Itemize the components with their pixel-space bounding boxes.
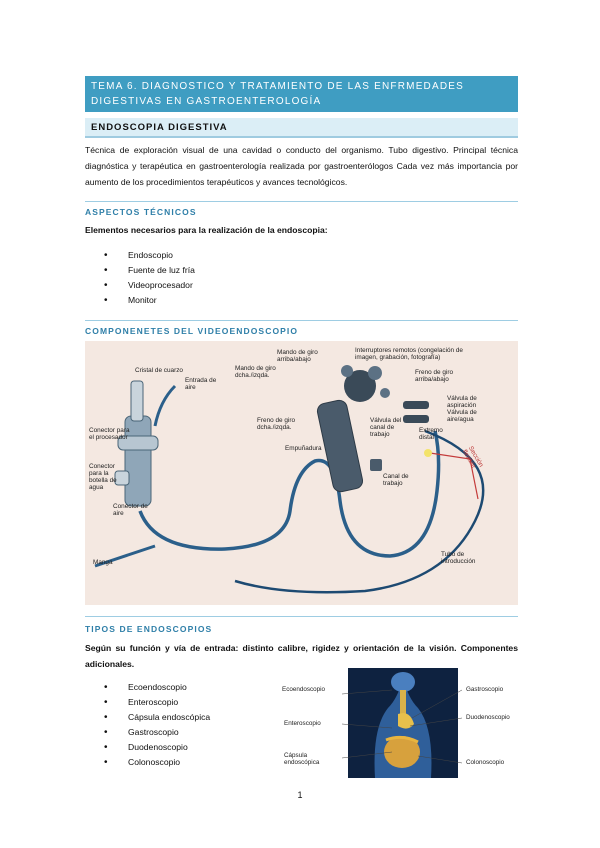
label-mando-arriba: Mando de giro arriba/abajo <box>277 349 318 363</box>
label-valvula-aire: Válvula de aire/agua <box>447 409 477 423</box>
label-conector-procesador: Conector para el procesador <box>89 427 130 441</box>
label-canal-trabajo: Canal de trabajo <box>383 473 409 487</box>
list-item: • Enteroscopio <box>104 695 210 710</box>
anatomy-label-duodeno: Duodenoscopio <box>466 714 510 721</box>
componentes-heading: COMPONENETES DEL VIDEOENDOSCOPIO <box>85 326 299 336</box>
videoendoscope-figure <box>85 341 518 605</box>
tipos-list <box>104 680 210 770</box>
anatomy-figure <box>280 668 520 778</box>
page-number: 1 <box>297 790 303 800</box>
label-freno-arriba: Freno de giro arriba/abajo <box>415 369 454 383</box>
label-extremo-distal: Extremo distal <box>419 427 443 441</box>
label-seccion-flexible: Sección flexible <box>460 445 485 470</box>
list-item: • Gastroscopio <box>104 725 210 740</box>
label-interruptores: Interruptores remotos (congelación de imagen, grabación, fotografía) <box>355 347 463 361</box>
label-empunadura: Empuñadura <box>285 445 322 452</box>
label-valvula-canal: Válvula del canal de trabajo <box>370 417 402 438</box>
list-item: • Ecoendoscopio <box>104 680 210 695</box>
list-item: • Endoscopio <box>104 248 195 263</box>
anatomy-label-entero: Enteroscopio <box>284 720 321 727</box>
label-conector-aire: Conector de aire <box>113 503 148 517</box>
section-title-bar <box>85 118 518 138</box>
divider <box>85 201 518 202</box>
label-conector-botella: Conector para la botella de agua <box>89 463 117 491</box>
list-item: • Videoprocesador <box>104 278 195 293</box>
list-item: • Monitor <box>104 293 195 308</box>
label-cristal: Cristal de cuarzo <box>135 367 183 374</box>
anatomy-label-gastro: Gastroscopio <box>466 686 504 693</box>
list-item: • Cápsula endoscópica <box>104 710 210 725</box>
label-freno-dcha: Freno de giro dcha./izqda. <box>257 417 296 431</box>
label-mando-dcha: Mando de giro dcha./izqda. <box>235 365 276 379</box>
document-title: TEMA 6. DIAGNOSTICO Y TRATAMIENTO DE LAS ENFRMEDADES DIGESTIVAS EN GASTROENTEROLOGÍA <box>91 81 465 107</box>
label-tubo-introduccion: Tubo de introducción <box>441 551 476 565</box>
anatomy-label-eco: Ecoendoscopio <box>282 686 326 693</box>
label-valvula-aspiracion: Válvula de aspiración <box>447 395 477 409</box>
divider <box>85 616 518 617</box>
aspectos-heading: ASPECTOS TÉCNICOS <box>85 207 197 217</box>
tipos-heading: TIPOS DE ENDOSCOPIOS <box>85 624 213 634</box>
section-title: ENDOSCOPIA DIGESTIVA <box>91 122 228 133</box>
aspectos-lead: Elementos necesarios para la realización de la endoscopia: <box>85 225 328 235</box>
label-entrada: Entrada de aire <box>185 377 217 391</box>
divider <box>85 320 518 321</box>
anatomy-label-capsula: Cápsula endoscópica <box>284 752 320 766</box>
list-item: • Fuente de luz fría <box>104 263 195 278</box>
tipos-lead: Según su función y vía de entrada: distinto calibre, rigidez y orientación de la visión. Componentes adicionales. <box>85 643 518 669</box>
anatomy-label-colono: Colonoscopio <box>466 759 505 766</box>
document-title-bar <box>85 76 518 112</box>
list-item: • Colonoscopio <box>104 755 210 770</box>
list-item: • Duodenoscopio <box>104 740 210 755</box>
aspectos-list <box>104 248 195 308</box>
intro-paragraph: Técnica de exploración visual de una cavidad o conducto del organismo. Tubo digestivo. Principal técnica diagnóstica y terapéutica en gastroenterología realizada por gastroenterólogos Cada vez más importancia por aumento de los procedimientos terapéuticos y avances tecnológicos. <box>85 145 518 187</box>
label-manga: Manga <box>93 559 113 566</box>
